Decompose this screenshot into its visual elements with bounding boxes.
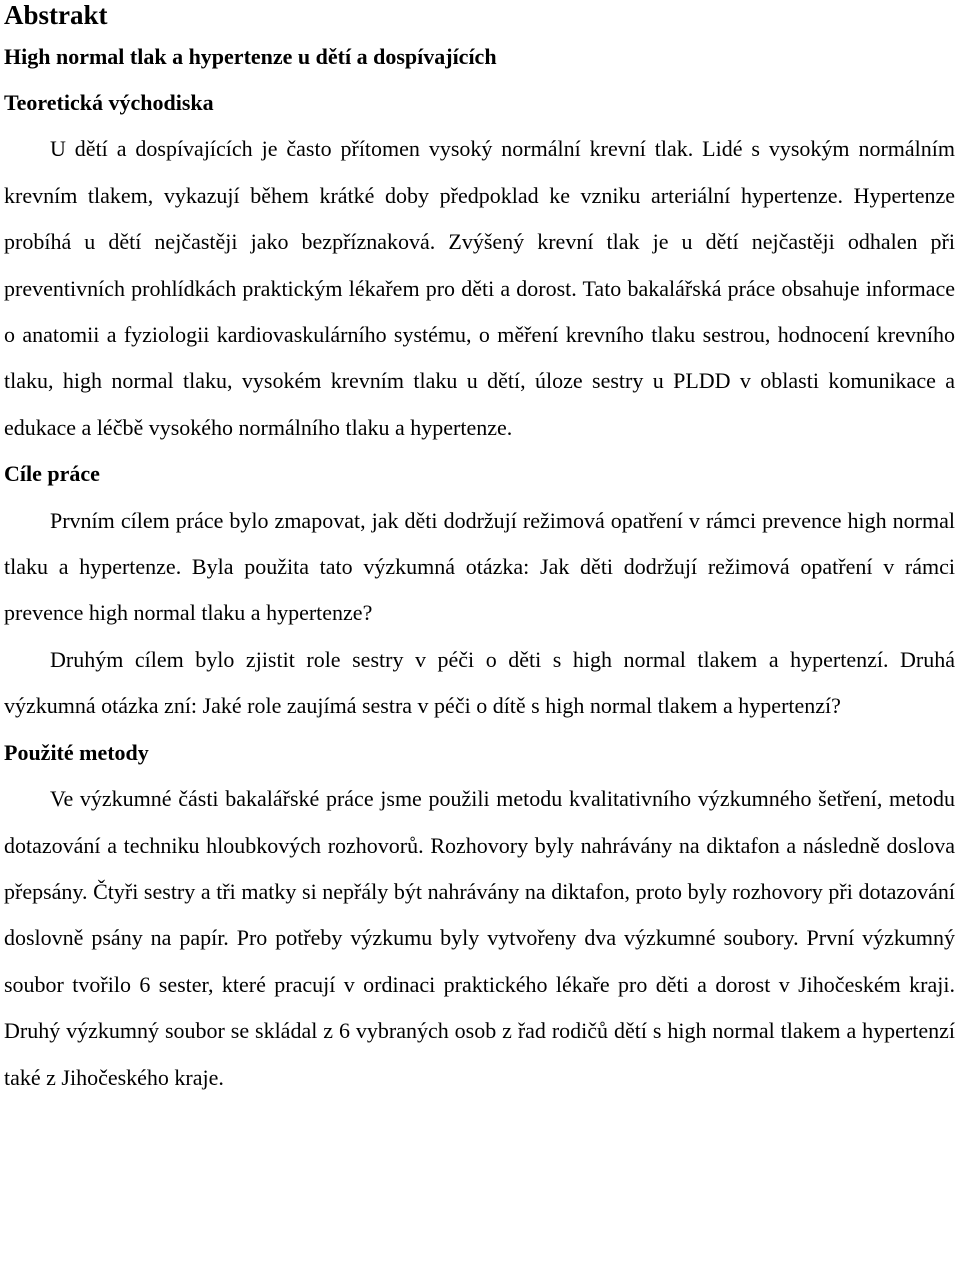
section-methods xyxy=(4,730,955,1101)
section-heading: Teoretická východiska xyxy=(4,90,214,115)
paragraph: Druhým cílem bylo zjistit role sestry v péči o děti s high normal tlakem a hypertenzí. Druhá výzkumná otázka zní: Jaké role zaujímá sestra v péči o dítě s high normal tlakem a hypertenzí? xyxy=(4,646,955,719)
paragraph: U dětí a dospívajících je často přítomen vysoký normální krevní tlak. Lidé s vysokým normálním krevním tlakem, vykazují během krátké doby předpoklad ke vzniku arteriální hypertenze. Hypertenze probíhá u dětí nejčastěji jako bezpříznaková. Zvýšený krevní tlak je u dětí nejčastěji odhalen při preventivních prohlídkách praktickým lékařem pro děti a dorost. Tato bakalářská práce obsahuje informace o anatomii a fyziologii kardiovaskulárního systému, o měření krevního tlaku sestrou, hodnocení krevního tlaku, high normal tlaku, vysokém krevním tlaku u dětí, úloze sestry u PLDD v oblasti komunikace a edukace a léčbě vysokého normálního tlaku a hypertenze. xyxy=(4,136,955,440)
abstract-heading: Abstrakt xyxy=(4,0,108,30)
section-heading: Cíle práce xyxy=(4,461,100,487)
section-theory xyxy=(4,80,955,451)
thesis-title: High normal tlak a hypertenze u dětí a dospívajících xyxy=(4,44,497,69)
paragraph: Prvním cílem práce bylo zmapovat, jak děti dodržují režimová opatření v rámci prevence high normal tlaku a hypertenze. Byla použita tato výzkumná otázka: Jak děti dodržují režimová opatření v rámci prevence high normal tlaku a hypertenze? xyxy=(4,507,955,626)
section-goals xyxy=(4,451,955,729)
paragraph: Ve výzkumné části bakalářské práce jsme použili metodu kvalitativního výzkumného šetření, metodu dotazování a techniku hloubkových rozhovorů. Rozhovory byly nahrávány na diktafon a následně doslova přepsány. Čtyři sestry a tři matky si nepřály být nahrávány na diktafon, proto byly rozhovory při dotazování doslovně psány na papír. Pro potřeby výzkumu byly vytvořeny dva výzkumné soubory. První výzkumný soubor tvořilo 6 sester, které pracují v ordinaci praktického lékaře pro děti a dorost v Jihočeském kraji. Druhý výzkumný soubor se skládal z 6 vybraných osob z řad rodičů dětí s high normal tlakem a hypertenzí také z Jihočeského kraje. xyxy=(4,786,955,1090)
section-heading: Použité metody xyxy=(4,739,149,765)
